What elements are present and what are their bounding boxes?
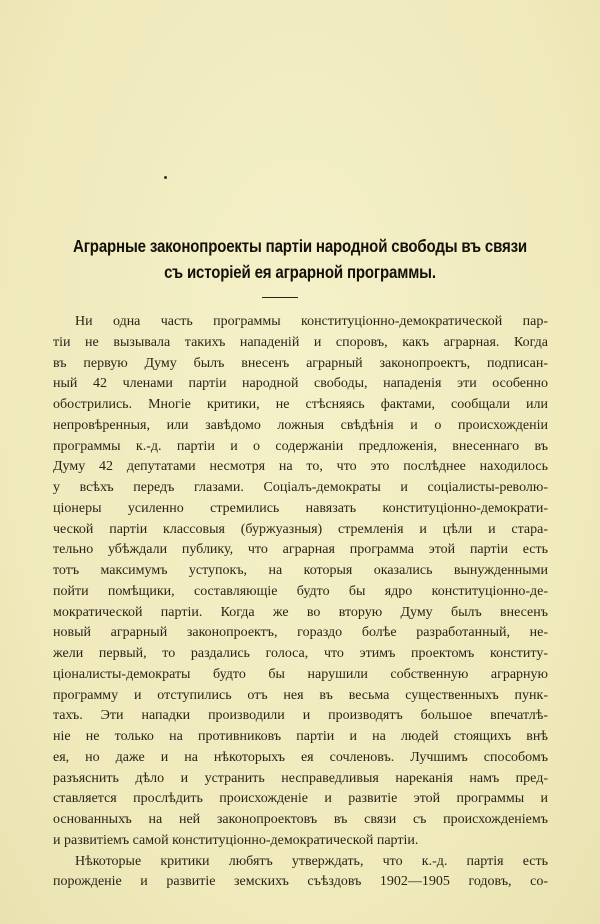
text-line: тіи не вызывала такихъ нападеній и споровъ, какъ аграрная. Когда [53, 334, 548, 350]
chapter-title-line-1: Аграрные законопроекты партіи народной свободы въ связи [73, 236, 527, 256]
text-line: ставляется прослѣдить происхожденіе и развитіе этой программы и [53, 791, 548, 807]
text-line: порожденіе и развитіе земскихъ съѣздовъ 1902—1905 годовъ, со- [53, 874, 548, 890]
title-divider [262, 297, 298, 298]
text-line: тельно убѣждали публику, что аграрная программа этой партіи есть [53, 542, 548, 558]
ink-speck [164, 176, 167, 179]
chapter-title [0, 233, 600, 285]
text-line: основанныхъ на ней законопроектовъ въ связи съ происхожденіемъ [53, 812, 548, 827]
text-line: тахъ. Эти нападки производили и производятъ большое впечатлѣ- [53, 708, 548, 724]
text-line: ціонеры усиленно стремились навязать конституціонно-демократи- [53, 500, 548, 516]
text-line: у всѣхъ передъ глазами. Соціалъ-демократы и соціалисты-револю- [53, 480, 548, 495]
text-line: жели первый, то раздались голоса, что этимъ проектомъ конститу- [53, 646, 548, 661]
text-line: въ первую Думу былъ внесенъ аграрный законопроектъ, подписан- [53, 355, 548, 371]
text-line: ціоналисты-демократы будто бы нарушили собственную аграрную [53, 666, 548, 682]
text-line: новый аграрный законопроектъ, гораздо болѣе разработанный, не- [53, 625, 548, 641]
text-line: Ни одна часть программы конституціонно-демократической пар- [75, 314, 548, 329]
text-line: мократической партіи. Когда же во вторую Думу былъ внесенъ [53, 604, 548, 620]
text-line: ніе не только на противниковъ партіи и на людей стоящихъ внѣ [53, 729, 548, 744]
text-line: непровѣренныя, или завѣдомо ложныя свѣдѣнія и о происхожденіи [53, 417, 548, 433]
text-line: программы к.-д. партіи и о содержаніи предложенія, внесеннаго въ [53, 438, 548, 454]
body-text [53, 312, 548, 893]
text-line: тотъ максимумъ уступокъ, на которыя оказались вынужденными [53, 563, 548, 578]
text-line: Нѣкоторые критики любятъ утверждать, что к.-д. партія есть [75, 853, 548, 869]
text-line: и развитіемъ самой конституціонно-демократической партіи. [53, 832, 419, 848]
text-line: Думу 42 депутатами несмотря на то, что это послѣднее находилось [53, 459, 548, 475]
text-line: пойти помѣщики, составляющіе будто бы ядро конституціонно-де- [53, 583, 548, 599]
text-line: ческой партіи классовыя (буржуазныя) стремленія и цѣли и стара- [53, 521, 548, 537]
chapter-title-line-2: съ исторіей ея аграрной программы. [164, 262, 436, 282]
text-line: ный 42 членами партіи народной свободы, нападенія эти особенно [53, 376, 548, 392]
text-line: обострились. Многіе критики, не стѣсняясь фактами, сообщали или [53, 397, 548, 412]
text-line: программу и отступились отъ нея въ весьма существенныхъ пунк- [53, 687, 548, 703]
text-line: ея, но даже и на нѣкоторыхъ ея сочленовъ. Лучшимъ способомъ [53, 749, 548, 765]
text-line: разъяснить дѣло и устранить несправедливыя нареканія намъ пред- [53, 770, 548, 786]
